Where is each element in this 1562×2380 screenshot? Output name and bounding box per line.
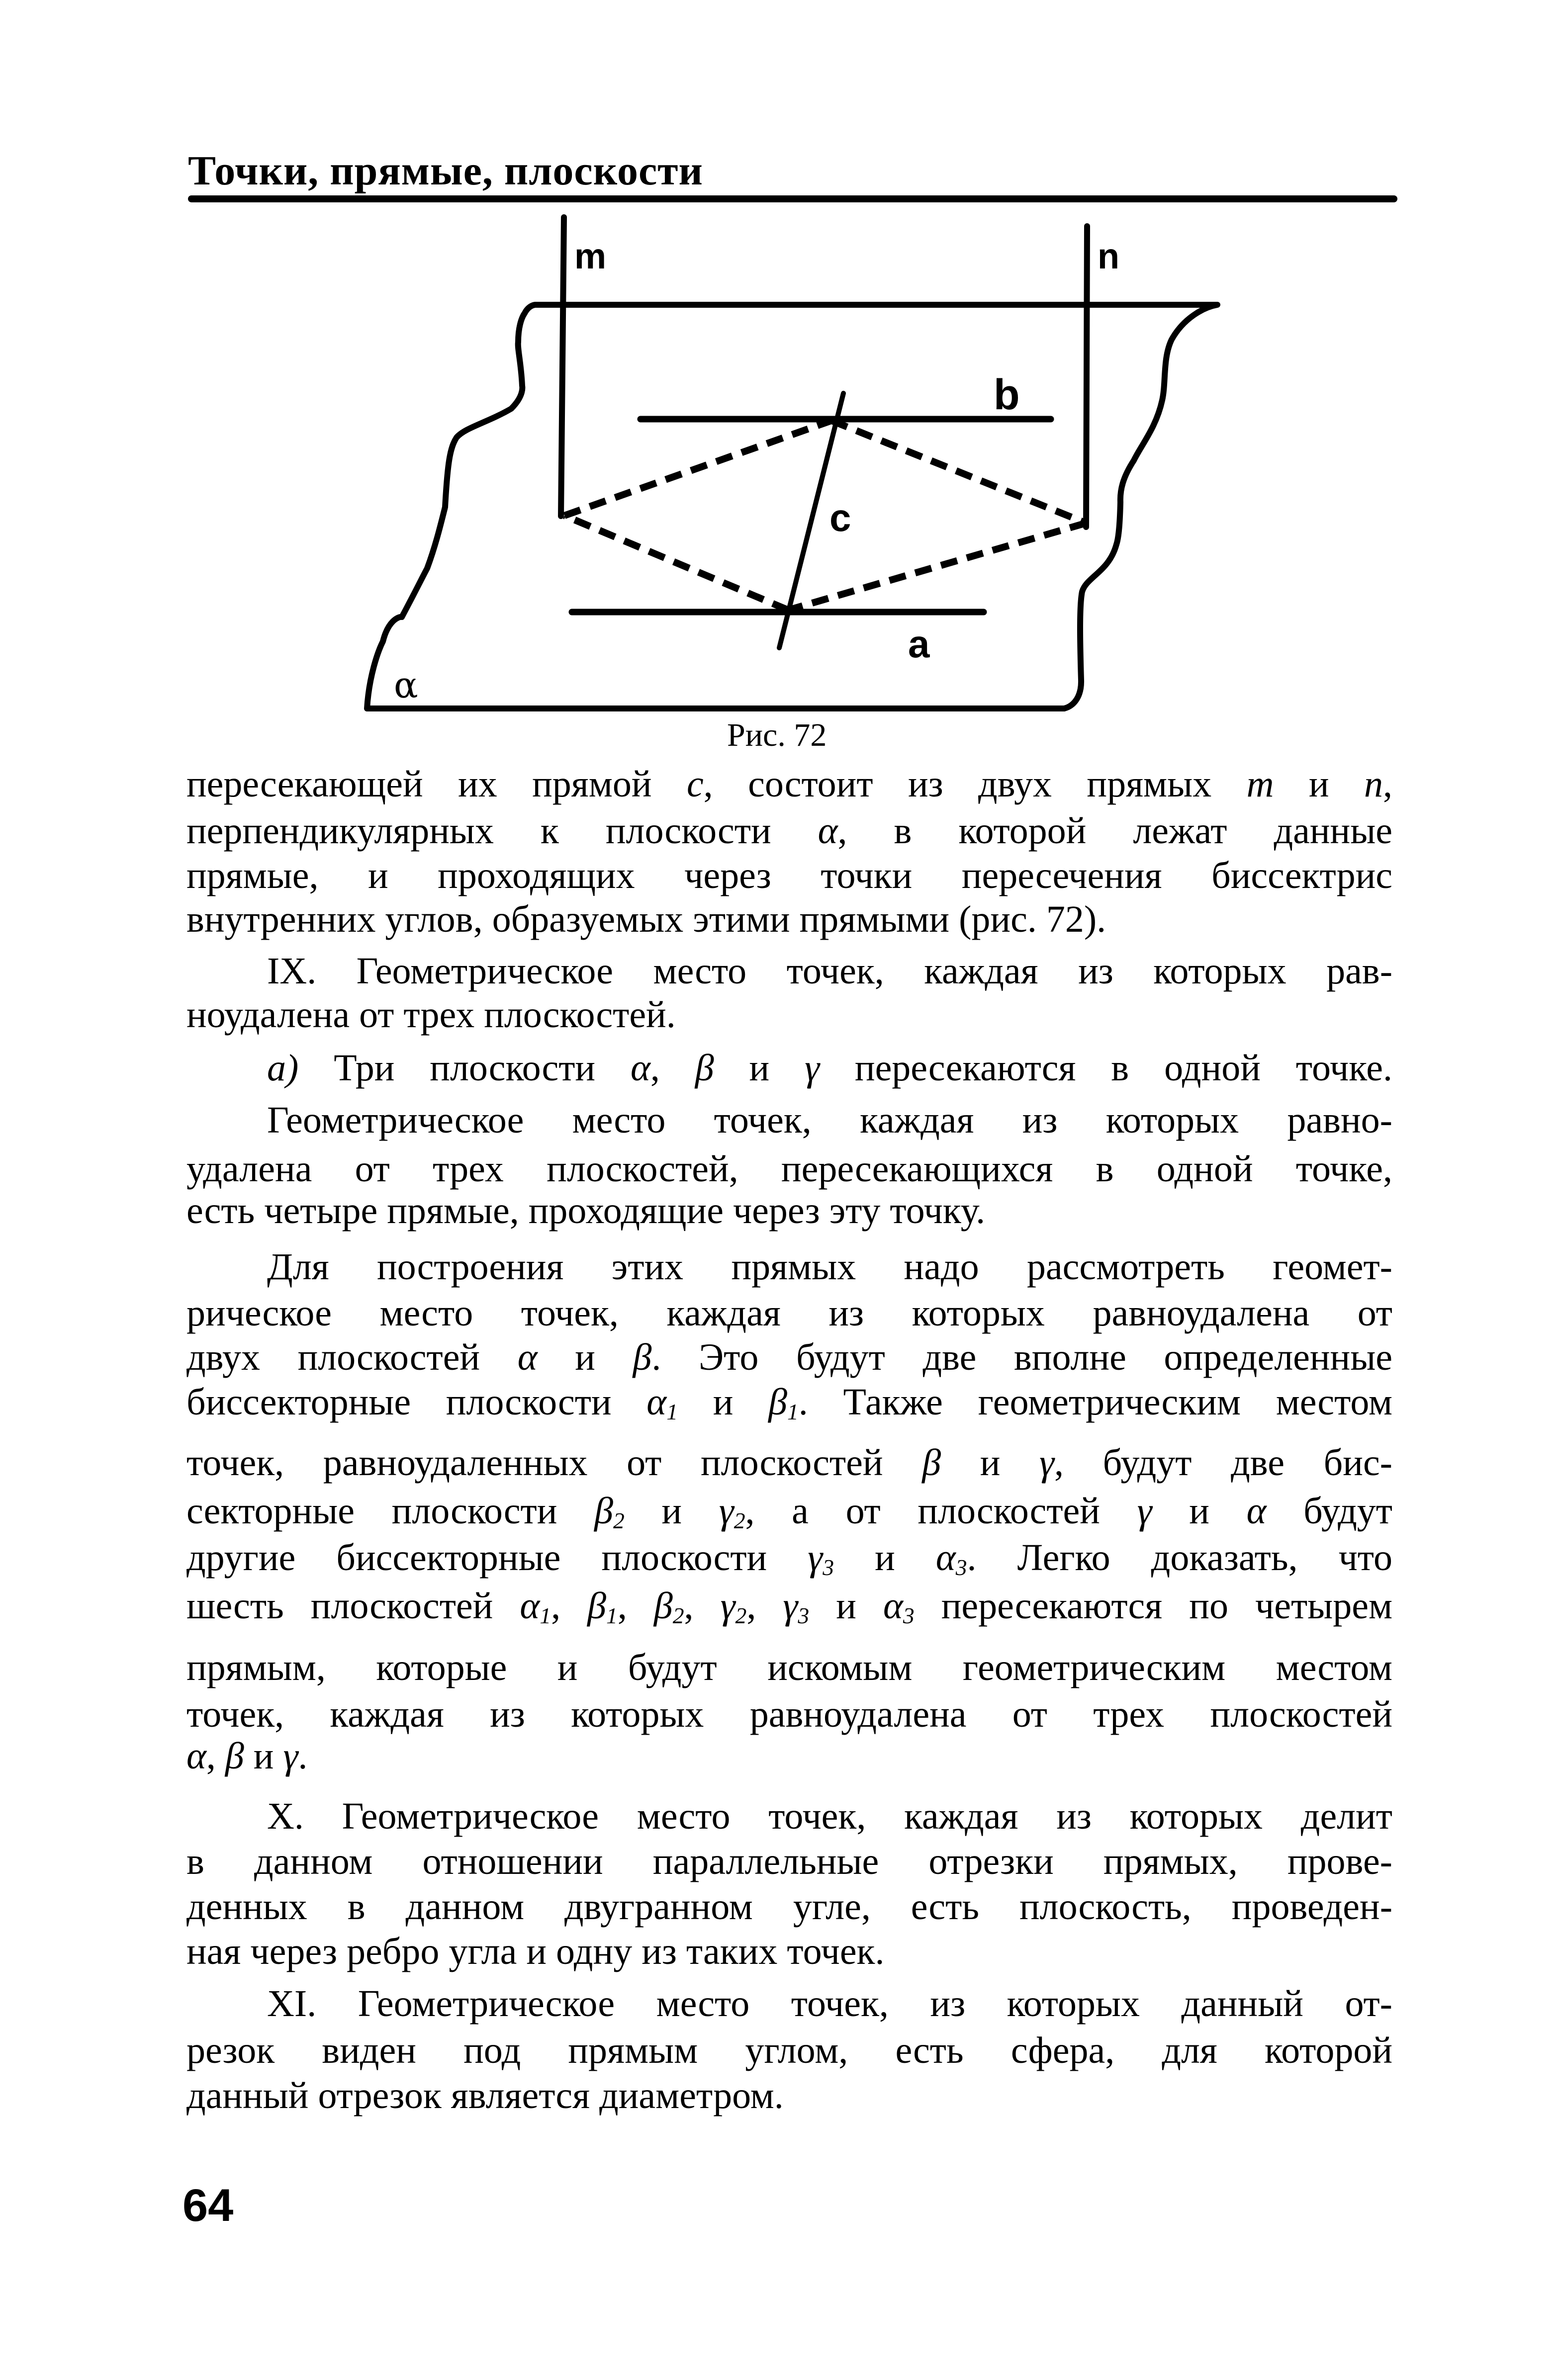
math-symbol: γ bbox=[808, 1537, 823, 1579]
bisector-dashes bbox=[564, 421, 1086, 610]
math-symbol: γ bbox=[783, 1585, 798, 1627]
label-n: n bbox=[1098, 237, 1119, 276]
text-line: шесть плоскостей $\alpha_1$, $\beta_1$, $\beta_2$, $\gamma_2$, $\gamma_3$ и $\alpha_3$ пересекаются по четырем bbox=[186, 1585, 1393, 1629]
text-line: денных в данном двугранном угле, есть плоскость, проведен- bbox=[186, 1886, 1392, 1928]
dash-m-to-b bbox=[564, 421, 831, 516]
text-line: XI. Геометрическое место точек, из которых данный от- bbox=[267, 1983, 1392, 2025]
line-m bbox=[561, 217, 564, 516]
figure-caption: Рис. 72 bbox=[727, 717, 827, 753]
text-line: секторные плоскости $\beta_2$ и $\gamma_2$, а от плоскостей γ и α будут bbox=[186, 1490, 1393, 1534]
running-head-title: Точки, прямые, плоскости bbox=[188, 148, 703, 194]
label-c: c bbox=[829, 496, 851, 539]
text-line: есть четыре прямые, проходящие через эту точку. bbox=[186, 1190, 986, 1232]
label-a: a bbox=[908, 622, 930, 666]
text-line: удалена от трех плоскостей, пересекающихся в одной точке, bbox=[186, 1148, 1392, 1190]
math-symbol: β bbox=[587, 1585, 607, 1627]
text-line: внутренних углов, образуемых этими прямыми (рис. 72). bbox=[186, 898, 1106, 940]
math-symbol: β bbox=[922, 1442, 941, 1484]
line-n bbox=[1086, 226, 1087, 527]
math-symbol: α bbox=[520, 1585, 540, 1627]
text-line: перпендикулярных к плоскости α, в которой лежат данные bbox=[186, 810, 1393, 852]
text-line: Для построения этих прямых надо рассмотреть геомет- bbox=[267, 1246, 1392, 1288]
text-line: другие биссекторные плоскости $\gamma_3$ и $\alpha_3$. Легко доказать, что bbox=[186, 1537, 1392, 1581]
dash-b-to-n bbox=[831, 421, 1086, 523]
math-symbol: α bbox=[646, 1381, 667, 1423]
math-symbol: β bbox=[594, 1490, 613, 1532]
text-line: а) Три плоскости α, β и γ пересекаются в одной точке. bbox=[267, 1047, 1393, 1089]
math-symbol: α bbox=[818, 810, 838, 852]
text-line: точек, каждая из которых равноудалена от трех плоскостей bbox=[186, 1693, 1392, 1735]
math-subscript: 3 bbox=[823, 1555, 834, 1581]
page-number: 64 bbox=[183, 2180, 234, 2231]
text-line: двух плоскостей α и β. Это будут две вполне определенные bbox=[186, 1336, 1393, 1378]
math-subscript: 3 bbox=[798, 1603, 810, 1629]
math-subscript: 2 bbox=[735, 1603, 747, 1629]
math-symbol: α bbox=[630, 1047, 650, 1089]
text-line: IX. Геометрическое место точек, каждая из которых рав- bbox=[267, 950, 1392, 992]
math-symbol: β bbox=[695, 1047, 714, 1089]
math-subscript: 1 bbox=[606, 1603, 618, 1629]
math-symbol: α bbox=[935, 1537, 956, 1579]
math-symbol: m bbox=[1246, 763, 1274, 805]
text-line: пересекающей их прямой c, состоит из двух прямых m и n, bbox=[186, 763, 1393, 805]
math-symbol: γ bbox=[805, 1047, 820, 1089]
text-line: прямым, которые и будут искомым геометрическим местом bbox=[186, 1647, 1392, 1688]
text-line: данный отрезок является диаметром. bbox=[186, 2075, 784, 2116]
math-subscript: 2 bbox=[734, 1508, 745, 1534]
math-symbol: β bbox=[225, 1735, 244, 1777]
math-symbol: β bbox=[768, 1381, 787, 1423]
math-symbol: а) bbox=[267, 1047, 299, 1089]
math-subscript: 1 bbox=[787, 1399, 799, 1425]
math-subscript: 2 bbox=[613, 1508, 625, 1534]
text-line: биссекторные плоскости $\alpha_1$ и $\beta_1$. Также геометрическим местом bbox=[186, 1381, 1393, 1425]
label-m: m bbox=[574, 237, 607, 276]
text-line: α, β и γ. bbox=[186, 1735, 308, 1777]
math-symbol: α bbox=[517, 1336, 538, 1378]
math-symbol: α bbox=[186, 1735, 206, 1777]
math-subscript: 2 bbox=[672, 1603, 684, 1629]
text-line: в данном отношении параллельные отрезки прямых, прове- bbox=[186, 1841, 1392, 1882]
text-line: ноудалена от трех плоскостей. bbox=[186, 994, 676, 1036]
math-symbol: γ bbox=[283, 1735, 298, 1777]
math-subscript: 1 bbox=[666, 1399, 678, 1425]
math-subscript: 3 bbox=[955, 1555, 967, 1581]
plane-alpha-outline bbox=[367, 305, 1217, 708]
math-symbol: β bbox=[633, 1336, 652, 1378]
text-line: резок виден под прямым углом, есть сфера, для которой bbox=[186, 2029, 1392, 2071]
math-symbol: γ bbox=[1039, 1442, 1054, 1484]
label-b: b bbox=[994, 371, 1020, 419]
math-symbol: β bbox=[653, 1585, 673, 1627]
text-line: X. Геометрическое место точек, каждая из которых делит bbox=[267, 1795, 1392, 1837]
math-subscript: 1 bbox=[540, 1603, 551, 1629]
math-symbol: n bbox=[1364, 763, 1383, 805]
text-line: прямые, и проходящих через точки пересечения биссектрис bbox=[186, 855, 1392, 896]
text-line: ная через ребро угла и одну из таких точек. bbox=[186, 1931, 885, 1972]
math-symbol: γ bbox=[720, 1585, 735, 1627]
text-line: точек, равноудаленных от плоскостей β и γ, будут две бис- bbox=[186, 1442, 1392, 1484]
label-plane-alpha: α bbox=[394, 664, 418, 706]
dash-a-to-m bbox=[564, 516, 788, 610]
math-symbol: γ bbox=[719, 1490, 734, 1532]
text-line: Геометрическое место точек, каждая из которых равно- bbox=[267, 1099, 1392, 1141]
math-symbol: α bbox=[1246, 1490, 1267, 1532]
text-line: рическое место точек, каждая из которых равноудалена от bbox=[186, 1292, 1392, 1334]
math-symbol: c bbox=[686, 763, 704, 805]
math-subscript: 3 bbox=[903, 1603, 915, 1629]
math-symbol: α bbox=[883, 1585, 903, 1627]
math-symbol: γ bbox=[1137, 1490, 1152, 1532]
figure-72-diagram bbox=[0, 0, 1562, 726]
